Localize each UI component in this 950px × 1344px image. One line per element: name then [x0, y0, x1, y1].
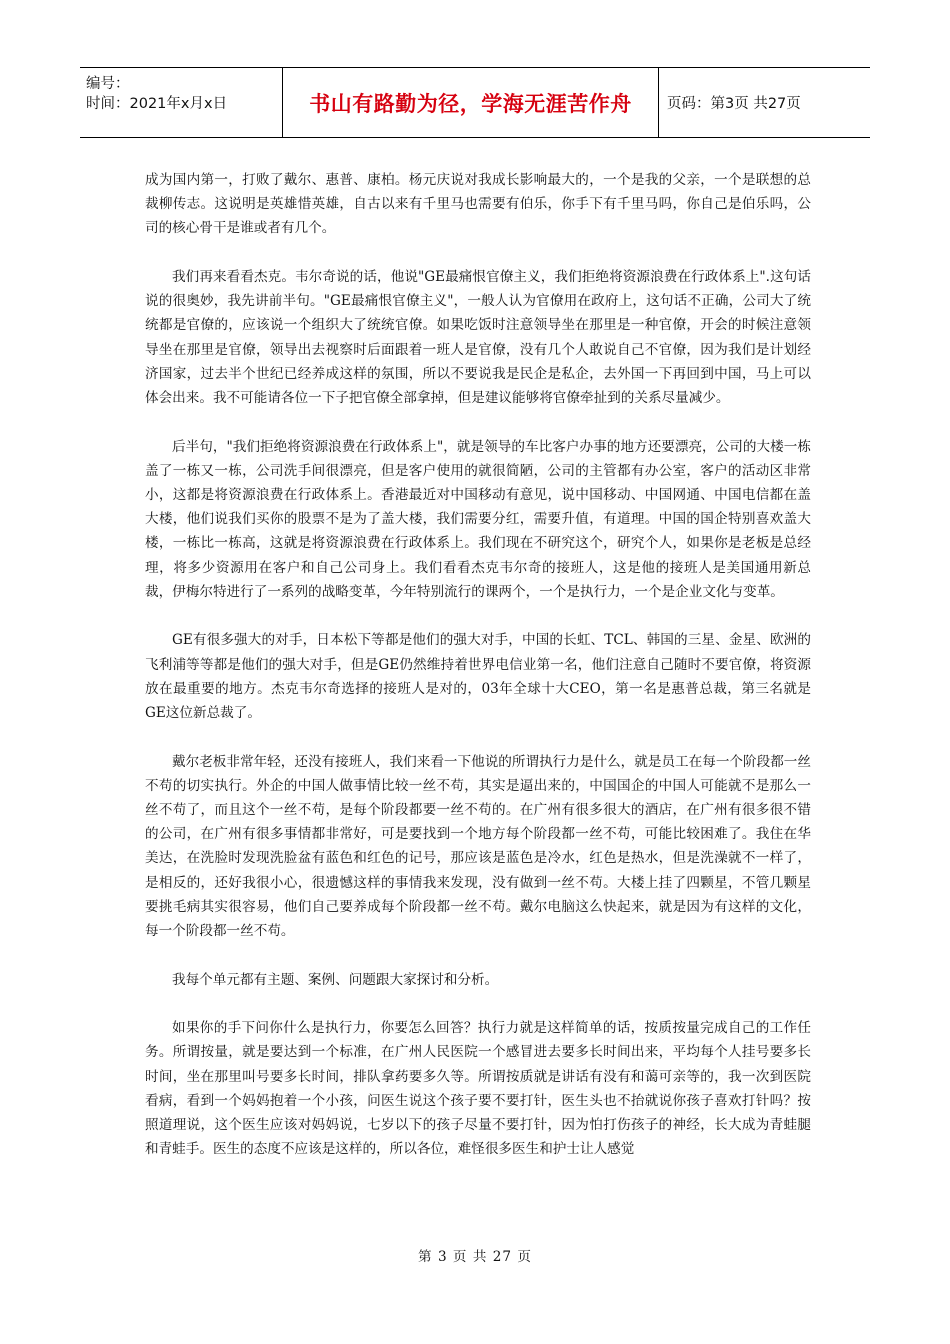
- header-motto: 书山有路勤为径，学海无涯苦作舟: [309, 91, 632, 116]
- document-header: [80, 67, 870, 138]
- paragraph: 后半句，"我们拒绝将资源浪费在行政体系上"，就是领导的车比客户办事的地方还要漂亮，公司的大楼一栋盖了一栋又一栋，公司洗手间很漂亮，但是客户使用的就很简陋，公司的主管都有办公室，客户的活动区非常小，这都是将资源浪费在行政体系上。香港最近对中国移动有意见，说中国移动、中国网通、中国电信都在盖大楼，他们说我们买你的股票不是为了盖大楼，我们需要分红，需要升值，有道理。中国的国企特别喜欢盖大楼，一栋比一栋高，这就是将资源浪费在行政体系上。我们现在不研究这个，研究个人，如果你是老板是总经理，将多少资源用在客户和自己公司身上。我们看看杰克韦尔奇的接班人，这是他的接班人是美国通用新总裁，伊梅尔特进行了一系列的战略变革，今年特别流行的课两个，一个是执行力，一个是企业文化与变革。: [145, 438, 811, 600]
- header-date: 时间：2021年x月x日: [86, 96, 228, 112]
- paragraph: GE有很多强大的对手，日本松下等都是他们的强大对手，中国的长虹、TCL、韩国的三星、金星、欧洲的飞利浦等等都是他们的强大对手，但是GE仍然维持着世界电信业第一名，他们注意自己随时不要官僚，将资源放在最重要的地方。杰克韦尔奇选择的接班人是对的，03年全球十大CEO，第一名是惠普总裁，第三名就是GE这位新总裁了。: [145, 632, 811, 722]
- paragraph: 如果你的手下问你什么是执行力，你要怎么回答？执行力就是这样简单的话，按质按量完成自己的工作任务。所谓按量，就是要达到一个标准，在广州人民医院一个感冒进去要多长时间出来，平均每个人挂号要多长时间，坐在那里叫号要多长时间，排队拿药要多久等。所谓按质就是讲话有没有和蔼可亲等的，我一次到医院看病，看到一个妈妈抱着一个小孩，问医生说这个孩子要不要打针，医生头也不抬就说你孩子喜欢打针吗？按照道理说，这个医生应该对妈妈说，七岁以下的孩子尽量不要打针，因为怕打伤孩子的神经，长大成为青蛙腿和青蛙手。医生的态度不应该是这样的，所以各位，难怪很多医生和护士让人感觉: [145, 1020, 811, 1158]
- paragraph: 我每个单元都有主题、案例、问题跟大家探讨和分析。: [172, 971, 499, 988]
- paragraph: 戴尔老板非常年轻，还没有接班人，我们来看一下他说的所谓执行力是什么，就是员工在每一个阶段都一丝不苟的切实执行。外企的中国人做事情比较一丝不苟，其实是逼出来的，中国国企的中国人可能就不是那么一丝不苟了，而且这个一丝不苟，是每个阶段都要一丝不苟的。在广州有很多很大的酒店，在广州有很多很不错的公司，在广州有很多事情都非常好，可是要找到一个地方每个阶段都一丝不苟，可能比较困难了。我住在华美达，在洗脸时发现洗脸盆有蓝色和红色的记号，那应该是蓝色是冷水，红色是热水，但是洗澡就不一样了，是相反的，还好我很小心，很遗憾这样的事情我来发现，没有做到一丝不苟。大楼上挂了四颗星，不管几颗星要挑毛病其实很容易，他们自己要养成每个阶段都一丝不苟。戴尔电脑这么快起来，就是因为有这样的文化，每一个阶段都一丝不苟。: [145, 753, 811, 940]
- header-meta: [80, 68, 283, 137]
- page-footer: 第 3 页 共 27 页: [418, 1249, 532, 1265]
- paragraph: 成为国内第一，打败了戴尔、惠普、康柏。杨元庆说对我成长影响最大的，一个是我的父亲，一个是联想的总裁柳传志。这说明是英雄惜英雄，自古以来有千里马也需要有伯乐，你手下有千里马吗，你自己是伯乐吗，公司的核心骨干是谁或者有几个。: [145, 172, 811, 237]
- paragraph: 我们再来看看杰克。韦尔奇说的话，他说"GE最痛恨官僚主义，我们拒绝将资源浪费在行政体系上".这句话说的很奥妙，我先讲前半句。"GE最痛恨官僚主义"，一般人认为官僚用在政府上，这句话不正确，公司大了统统都是官僚的，应该说一个组织大了统统官僚。如果吃饭时注意领导坐在那里是一种官僚，开会的时候注意领导坐在那里是官僚，领导出去视察时后面跟着一班人是官僚，没有几个人敢说自己不官僚，因为我们是计划经济国家，过去半个世纪已经养成这样的氛围，所以不要说我是民企是私企，去外国一下再回到中国，马上可以体会出来。我不可能请各位一下子把官僚全部拿掉，但是建议能够将官僚牵扯到的关系尽量减少。: [145, 269, 811, 407]
- header-motto-cell: [283, 68, 659, 137]
- header-page-number: 页码：第3页 共27页: [667, 96, 801, 112]
- document-body: [145, 168, 811, 1186]
- header-page-cell: [659, 68, 870, 137]
- header-number: 编号：: [86, 76, 130, 92]
